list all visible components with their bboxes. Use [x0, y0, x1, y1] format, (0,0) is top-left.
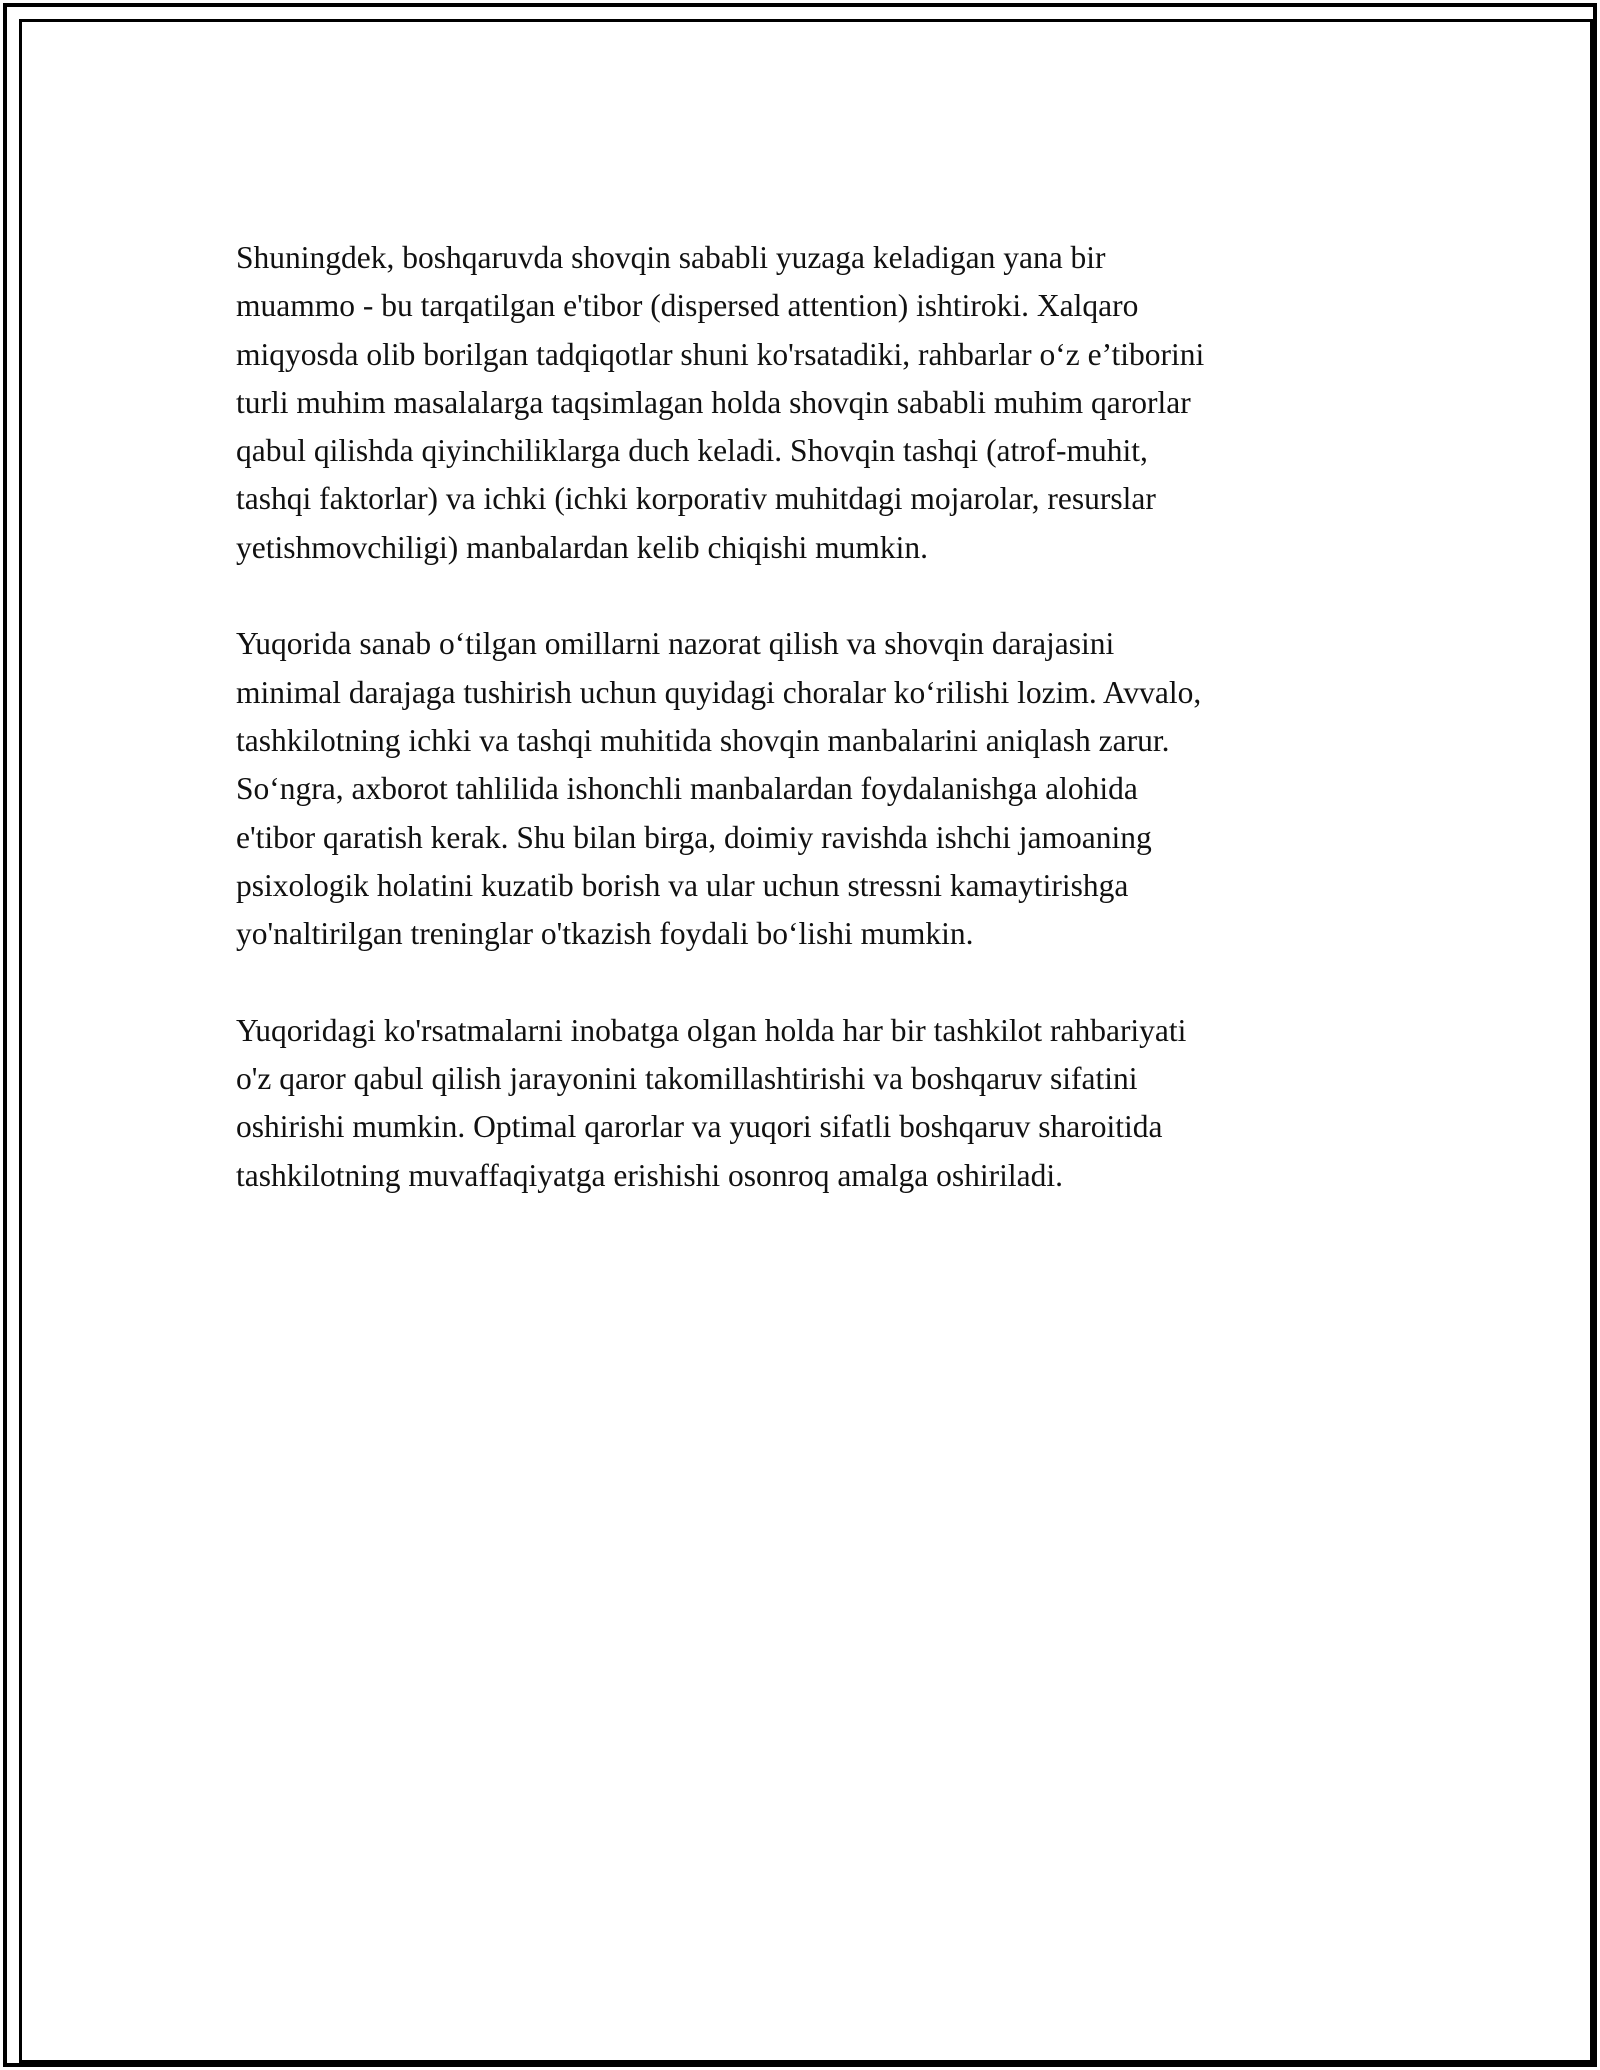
document-body — [236, 234, 1386, 1248]
paragraph-line: minimal darajaga tushirish uchun quyidagi choralar ko‘rilishi lozim. Avvalo, — [236, 674, 1202, 710]
paragraph-line: yo'naltirilgan treninglar o'tkazish foydali bo‘lishi mumkin. — [236, 916, 974, 952]
paragraph-line: e'tibor qaratish kerak. Shu bilan birga, doimiy ravishda ishchi jamoaning — [236, 819, 1152, 855]
paragraph-line: psixologik holatini kuzatib borish va ular uchun stressni kamaytirishga — [236, 867, 1129, 903]
paragraph-2 — [236, 620, 1386, 958]
paragraph-3 — [236, 1007, 1386, 1200]
paragraph-1 — [236, 234, 1386, 572]
paragraph-line: turli muhim masalalarga taqsimlagan holda shovqin sababli muhim qarorlar — [236, 384, 1191, 420]
paragraph-line: yetishmovchiligi) manbalardan kelib chiqishi mumkin. — [236, 529, 929, 565]
paragraph-line: So‘ngra, axborot tahlilida ishonchli manbalardan foydalanishga alohida — [236, 771, 1138, 807]
paragraph-line: qabul qilishda qiyinchiliklarga duch keladi. Shovqin tashqi (atrof-muhit, — [236, 433, 1148, 469]
paragraph-line: tashqi faktorlar) va ichki (ichki korporativ muhitdagi mojarolar, resurslar — [236, 481, 1156, 517]
paragraph-line: Shuningdek, boshqaruvda shovqin sababli yuzaga keladigan yana bir — [236, 240, 1106, 275]
paragraph-line: Yuqoridagi ko'rsatmalarni inobatga olgan holda har bir tashkilot rahbariyati — [236, 1012, 1187, 1048]
paragraph-line: oshirishi mumkin. Optimal qarorlar va yuqori sifatli boshqaruv sharoitida — [236, 1109, 1163, 1145]
paragraph-line: muammo - bu tarqatilgan e'tibor (dispersed attention) ishtiroki. Xalqaro — [236, 288, 1139, 324]
paragraph-line: tashkilotning ichki va tashqi muhitida shovqin manbalarini aniqlash zarur. — [236, 722, 1170, 758]
paragraph-line: o'z qaror qabul qilish jarayonini takomillashtirishi va boshqaruv sifatini — [236, 1061, 1138, 1097]
paragraph-line: miqyosda olib borilgan tadqiqotlar shuni ko'rsatadiki, rahbarlar o‘z e’tiborini — [236, 336, 1205, 372]
paragraph-line: Yuqorida sanab o‘tilgan omillarni nazorat qilish va shovqin darajasini — [236, 626, 1115, 662]
paragraph-line: tashkilotning muvaffaqiyatga erishishi osonroq amalga oshiriladi. — [236, 1157, 1064, 1193]
